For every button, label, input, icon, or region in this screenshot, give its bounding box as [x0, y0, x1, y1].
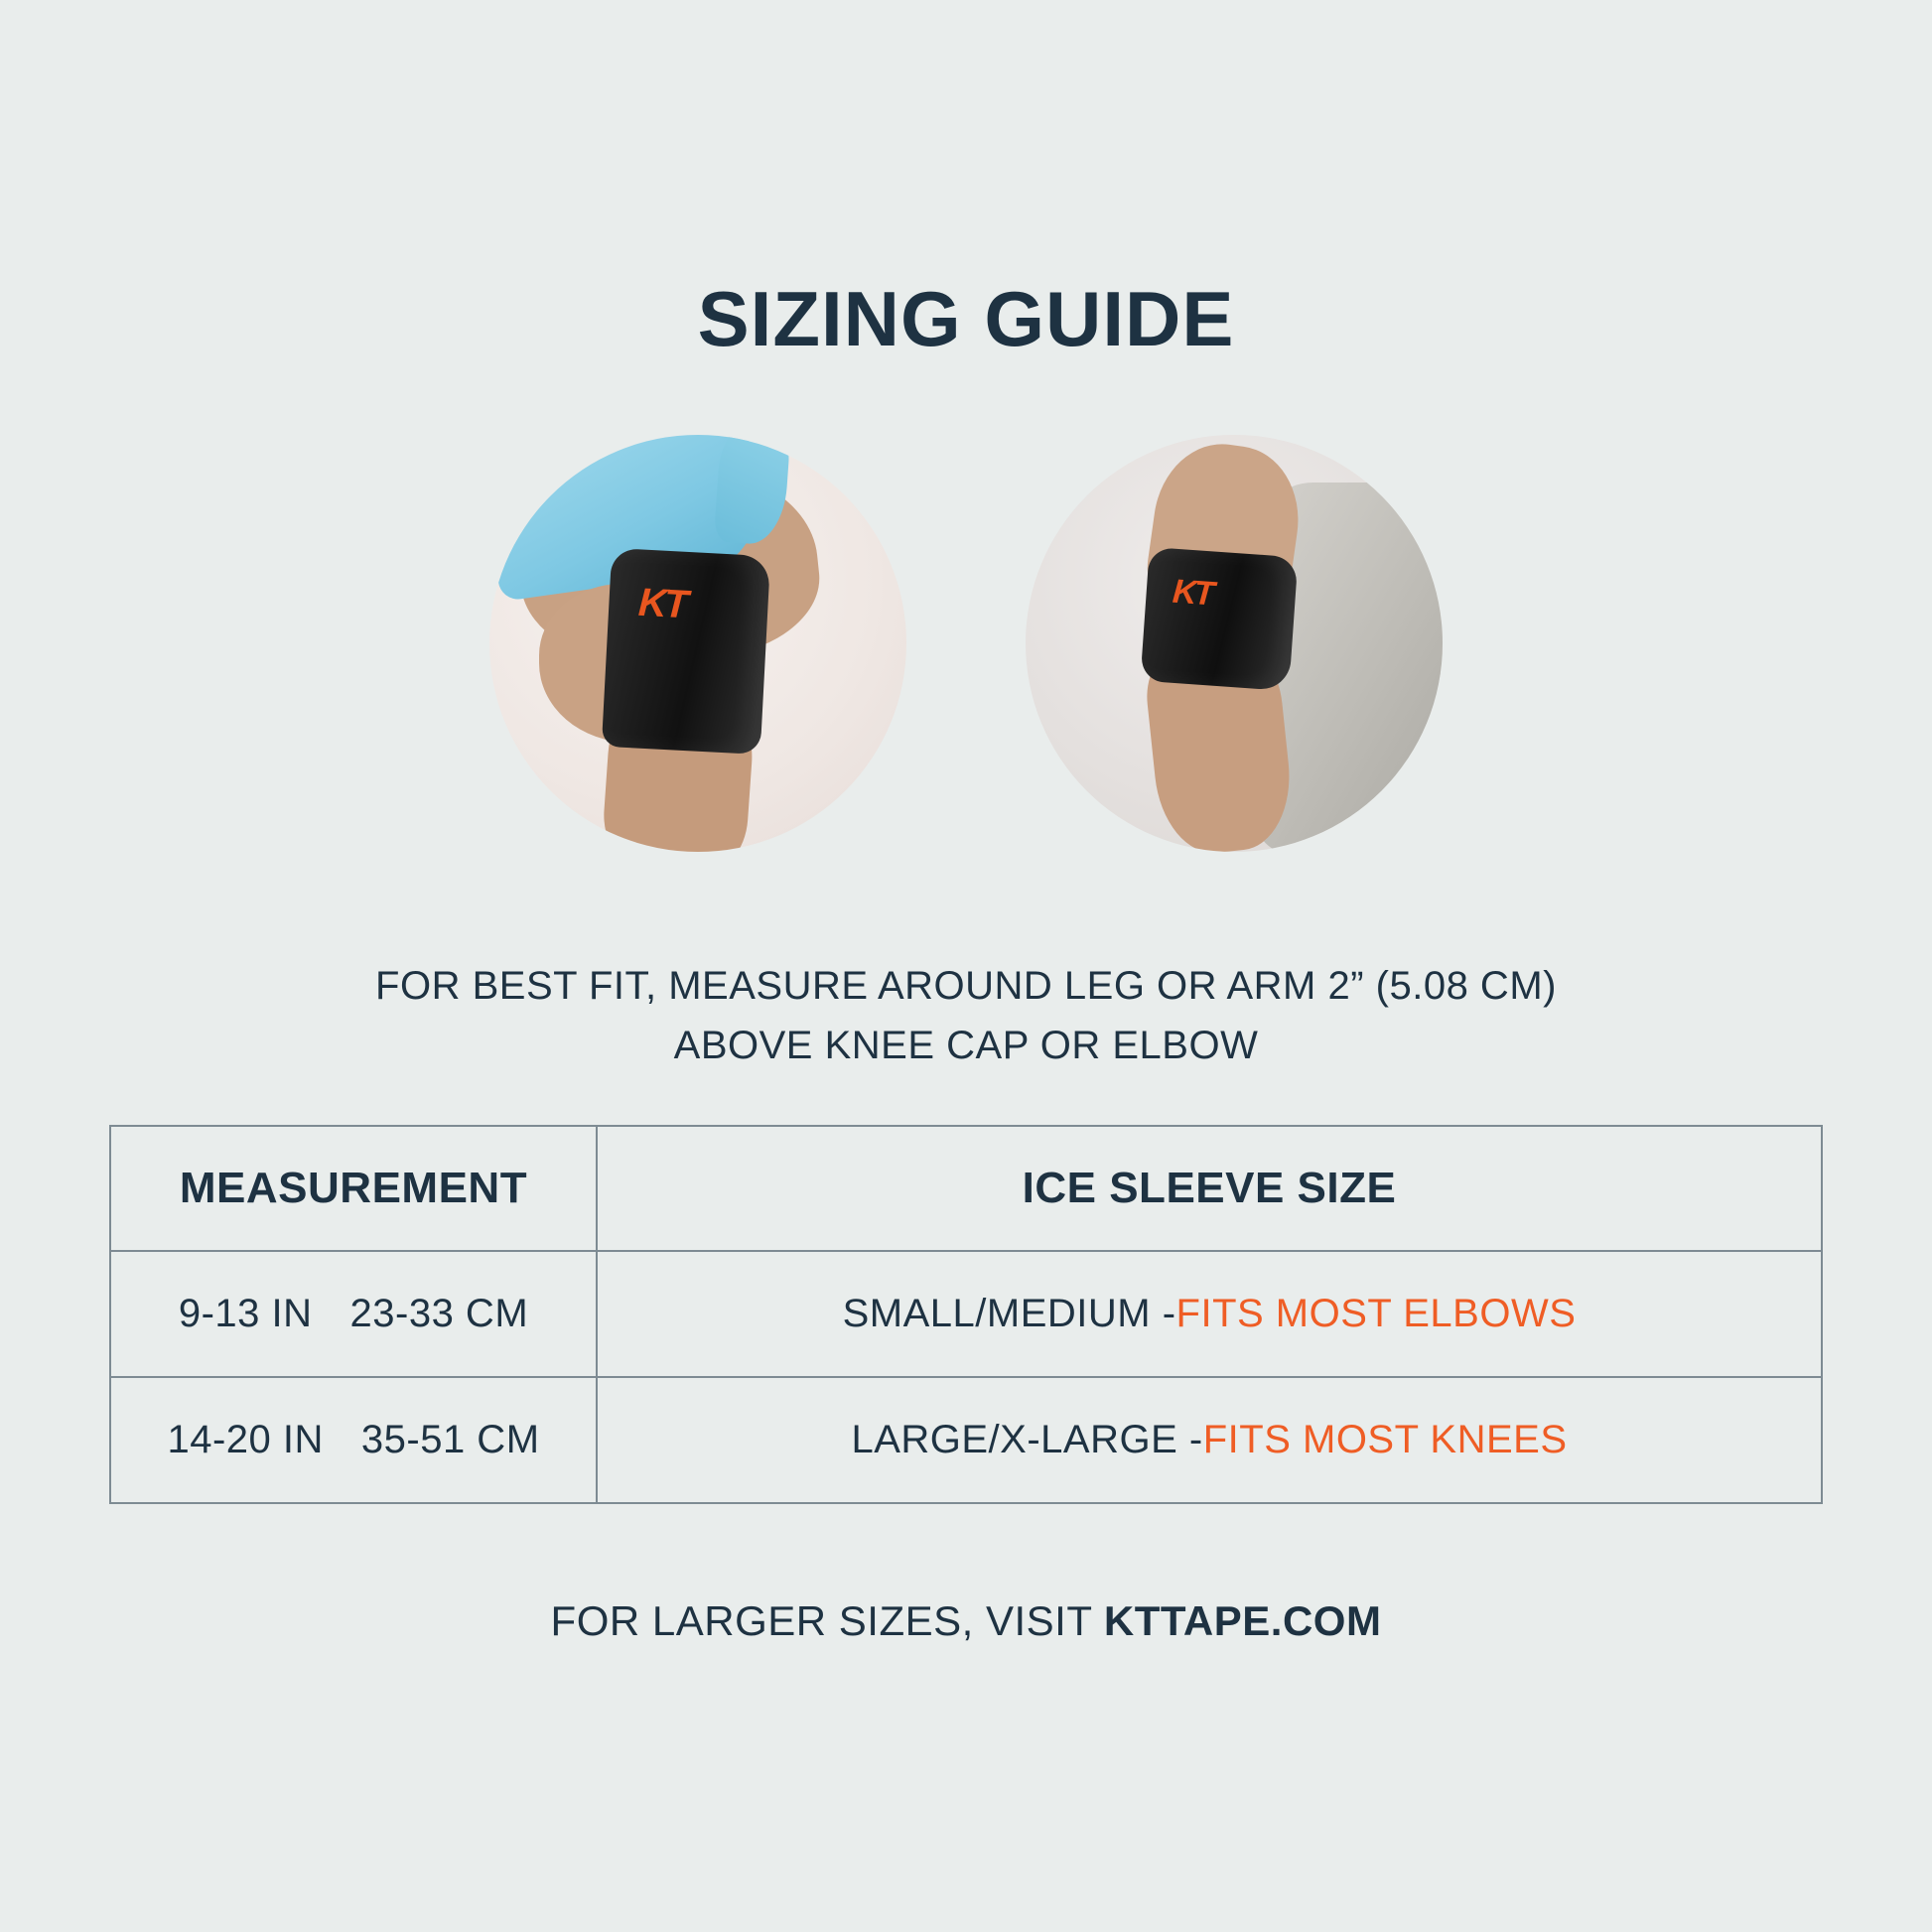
elbow-sleeve-photo [1026, 435, 1443, 852]
size-label: LARGE/X-LARGE - [851, 1418, 1203, 1461]
instruction-line-1: FOR BEST FIT, MEASURE AROUND LEG OR ARM 2” (5.08 CM) [375, 964, 1557, 1008]
elbow-ice-sleeve-shape [1140, 547, 1298, 691]
kt-logo-icon: KT [1171, 572, 1213, 614]
knee-ice-sleeve-shape [602, 548, 770, 755]
cell-ice-sleeve-size [598, 1378, 1821, 1502]
size-fit-note: FITS MOST ELBOWS [1175, 1292, 1577, 1335]
measurement-instruction [0, 956, 1932, 1075]
measurement-centimeters: 23-33 CM [349, 1292, 529, 1335]
instruction-line-2: ABOVE KNEE CAP OR ELBOW [673, 1024, 1259, 1067]
kt-logo-icon: KT [636, 580, 687, 627]
size-fit-note: FITS MOST KNEES [1202, 1418, 1568, 1461]
size-label: SMALL/MEDIUM - [842, 1292, 1176, 1335]
cell-measurement [111, 1252, 598, 1376]
column-header-measurement: MEASUREMENT [111, 1127, 598, 1250]
table-row [111, 1378, 1821, 1502]
sizing-table [109, 1125, 1823, 1504]
cell-ice-sleeve-size [598, 1252, 1821, 1376]
measurement-centimeters: 35-51 CM [360, 1418, 540, 1461]
table-header-row [111, 1127, 1821, 1252]
product-photos [0, 435, 1932, 852]
table-row [111, 1252, 1821, 1378]
cell-measurement [111, 1378, 598, 1502]
footer-website: KTTAPE.COM [1103, 1597, 1382, 1644]
column-header-ice-sleeve-size: ICE SLEEVE SIZE [1022, 1164, 1397, 1212]
measurement-inches: 14-20 IN [167, 1418, 324, 1461]
page-title: SIZING GUIDE [697, 275, 1235, 362]
footer-prefix: FOR LARGER SIZES, VISIT [550, 1597, 1104, 1644]
knee-sleeve-photo [489, 435, 906, 852]
measurement-inches: 9-13 IN [178, 1292, 313, 1335]
footer-note [0, 1597, 1932, 1645]
